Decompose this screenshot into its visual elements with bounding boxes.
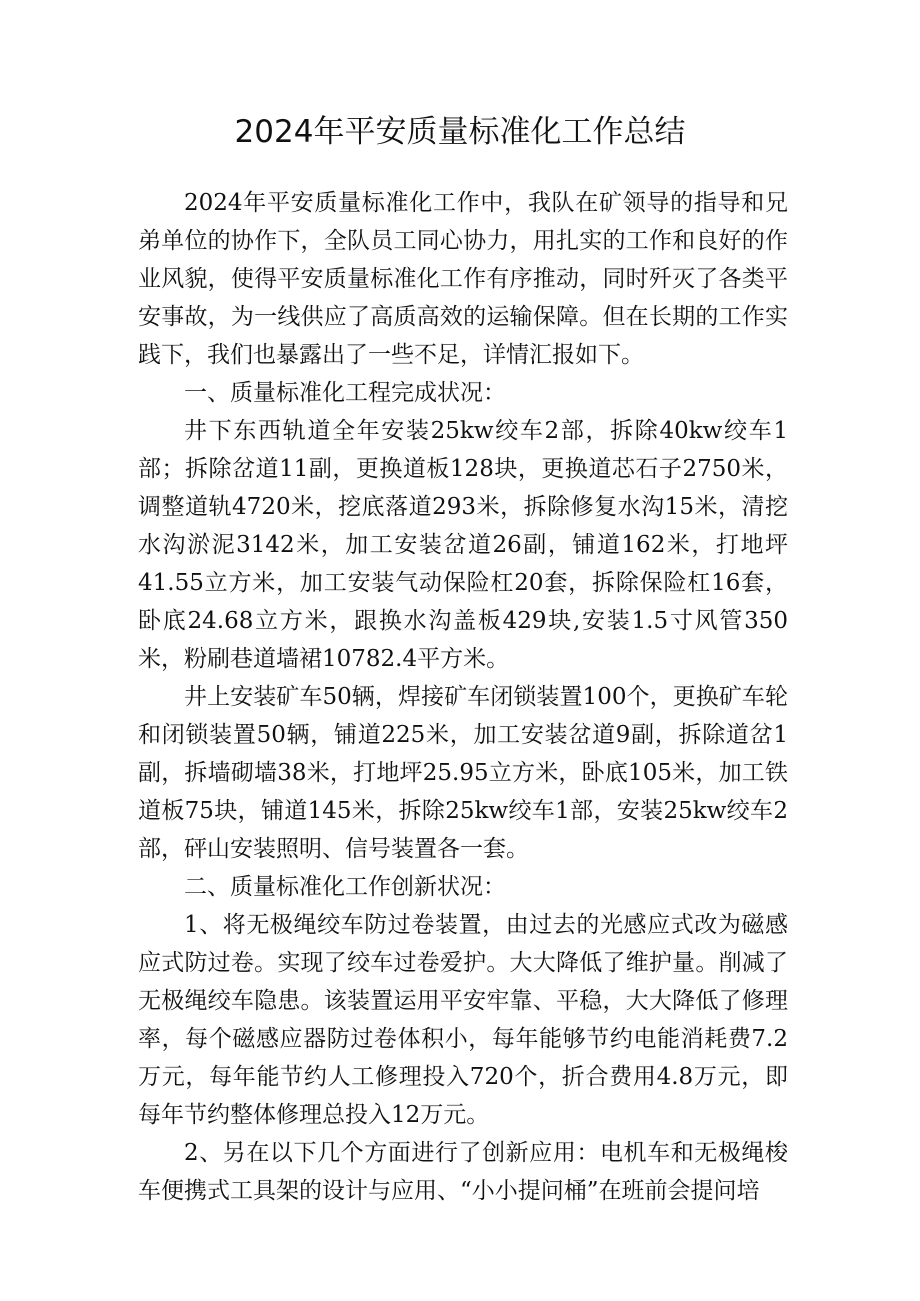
paragraph-innovation-2: 2、另在以下几个方面进行了创新应用：电机车和无极绳梭车便携式工具架的设计与应用、“小小提问桶”在班前会提问培 (138, 1140, 788, 1204)
heading-project-status: 一、质量标准化工程完成状况： (184, 380, 506, 406)
paragraph-surface-work: 井上安装矿车50辆，焊接矿车闭锁装置100个，更换矿车轮和闭锁装置50辆，铺道225米，加工安装岔道9副，拆除道岔1副，拆墙砌墙38米，打地坪25.95立方米，卧底105米，加工铁道板75块，铺道145米，拆除25kw绞车1部，安装25kw绞车2部，砰山安装照明、信号装置各一套。 (138, 684, 788, 862)
document-body (138, 184, 788, 1210)
paragraph-intro: 2024年平安质量标准化工作中，我队在矿领导的指导和兄弟单位的协作下，全队员工同心协力，用扎实的工作和良好的作业风貌，使得平安质量标准化工作有序推动，同时歼灭了各类平安事故，为一线供应了高质高效的运输保障。但在长期的工作实践下，我们也暴露出了一些不足，详情汇报如下。 (138, 190, 788, 368)
paragraph-underground-work: 井下东西轨道全年安装25kw绞车2部，拆除40kw绞车1部；拆除岔道11副，更换道板128块，更换道芯石子2750米，调整道轨4720米，挖底落道293米，拆除修复水沟15米，清挖水沟淤泥3142米，加工安装岔道26副，铺道162米，打地坪41.55立方米，加工安装气动保险杠20套，拆除保险杠16套，卧底24.68立方米，跟换水沟盖板429块,安装1.5寸风管350米，粉刷巷道墙裙10782.4平方米。 (138, 418, 788, 672)
paragraph-innovation-1: 1、将无极绳绞车防过卷装置，由过去的光感应式改为磁感应式防过卷。实现了绞车过卷爱护。大大降低了维护量。削减了无极绳绞车隐患。该装置运用平安牢靠、平稳，大大降低了修理率，每个磁感应器防过卷体积小，每年能够节约电能消耗费7.2万元，每年能节约人工修理投入720个，折合费用4.8万元，即每年节约整体修理总投入12万元。 (138, 912, 788, 1128)
document-title: 2024年平安质量标准化工作总结 (234, 114, 686, 150)
heading-innovation-status: 二、质量标准化工作创新状况： (184, 874, 506, 900)
